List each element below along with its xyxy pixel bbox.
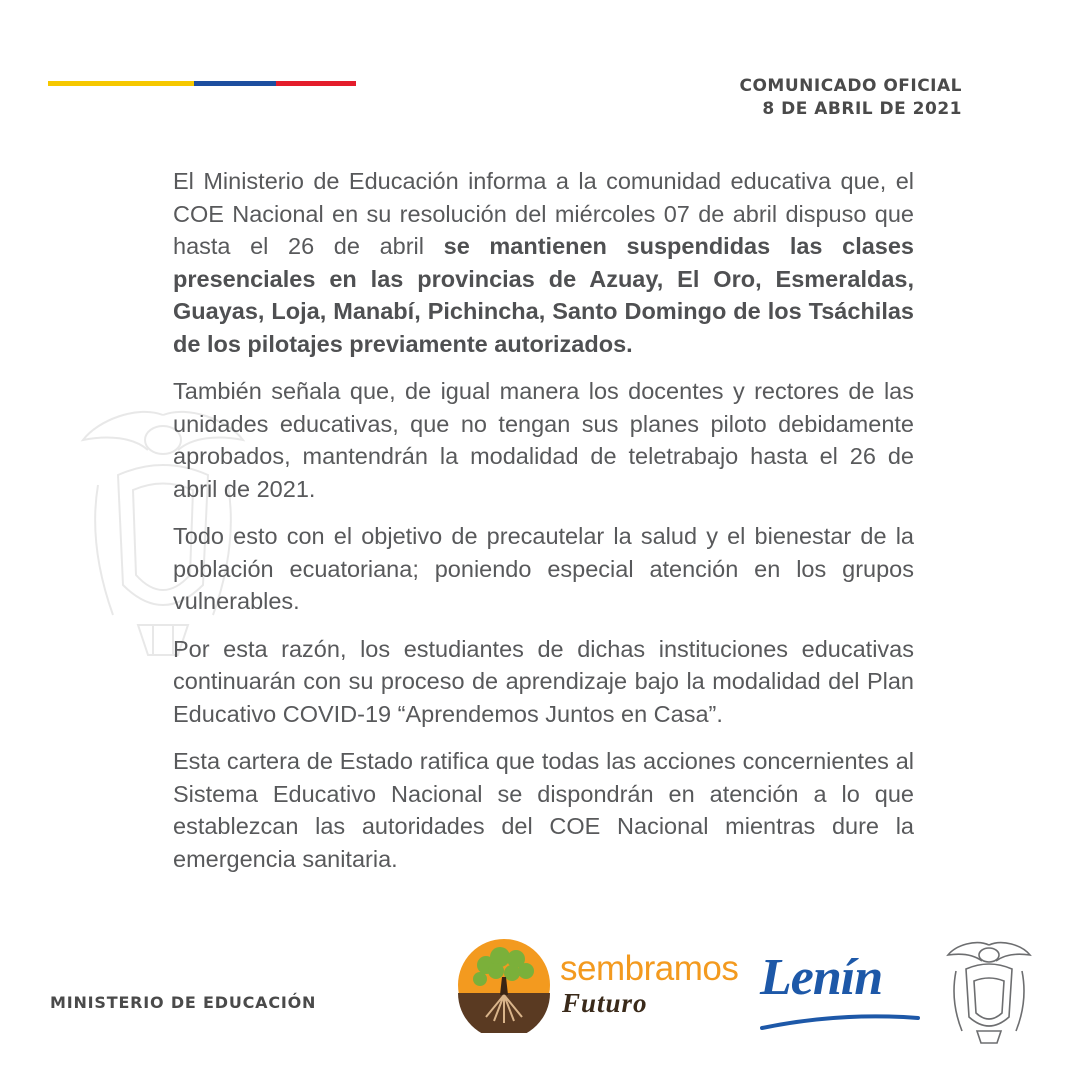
futuro-text: Futuro (562, 988, 648, 1018)
paragraph-1 (173, 165, 914, 360)
flag-stripe (48, 81, 356, 86)
paragraph-1-text: El Ministerio de Educación informa a la comunidad educativa que, el COE Nacional en su resolución del miércoles 07 de abril dispuso que hasta el 26 de abril (173, 168, 914, 259)
communique-date: 8 DE ABRIL DE 2021 (762, 99, 962, 119)
ministry-name: MINISTERIO DE EDUCACIÓN (50, 993, 317, 1012)
paragraph-3: Todo esto con el objetivo de precautelar la salud y el bienestar de la población ecuatoriana; poniendo especial atención en los grupos vulnerables. (173, 523, 914, 614)
paragraph-2: También señala que, de igual manera los docentes y rectores de las unidades educativas, que no tengan sus planes piloto debidamente aprobados, mantendrán la modalidad de teletrabajo hasta el 26 de abril de 2021. (173, 378, 914, 502)
communique-title: COMUNICADO OFICIAL (739, 76, 962, 96)
communique-body (173, 165, 914, 890)
tree-logo-icon (456, 937, 552, 1033)
flag-blue-stripe (194, 81, 276, 86)
flag-red-stripe (276, 81, 356, 86)
sembramos-futuro-logo (560, 950, 738, 1018)
header (740, 74, 963, 120)
flag-yellow-stripe (48, 81, 194, 86)
paragraph-1-bold-text: se mantienen suspendidas las clases presenciales en las provincias de Azuay, El Oro, Esmeraldas, Guayas, Loja, Manabí, Pichincha, Santo Domingo de los Tsáchilas de los pilotajes previamente autorizados. (173, 233, 915, 357)
lenin-signature-text: Lenín (760, 949, 883, 1006)
paragraph-5: Esta cartera de Estado ratifica que todas las acciones concernientes al Sistema Educativo Nacional se dispondrán en atención a lo que establezcan las autoridades del COE Nacional mientras dure la emergencia sanitaria. (173, 748, 914, 872)
sembramos-text: sembramos (560, 949, 739, 988)
lenin-swoosh-icon (760, 1010, 920, 1032)
ecuador-coat-of-arms-icon (944, 937, 1034, 1047)
paragraph-4: Por esta razón, los estudiantes de dichas instituciones educativas continuarán con su proceso de aprendizaje bajo la modalidad del Plan Educativo COVID-19 “Aprendemos Juntos en Casa”. (173, 635, 914, 727)
